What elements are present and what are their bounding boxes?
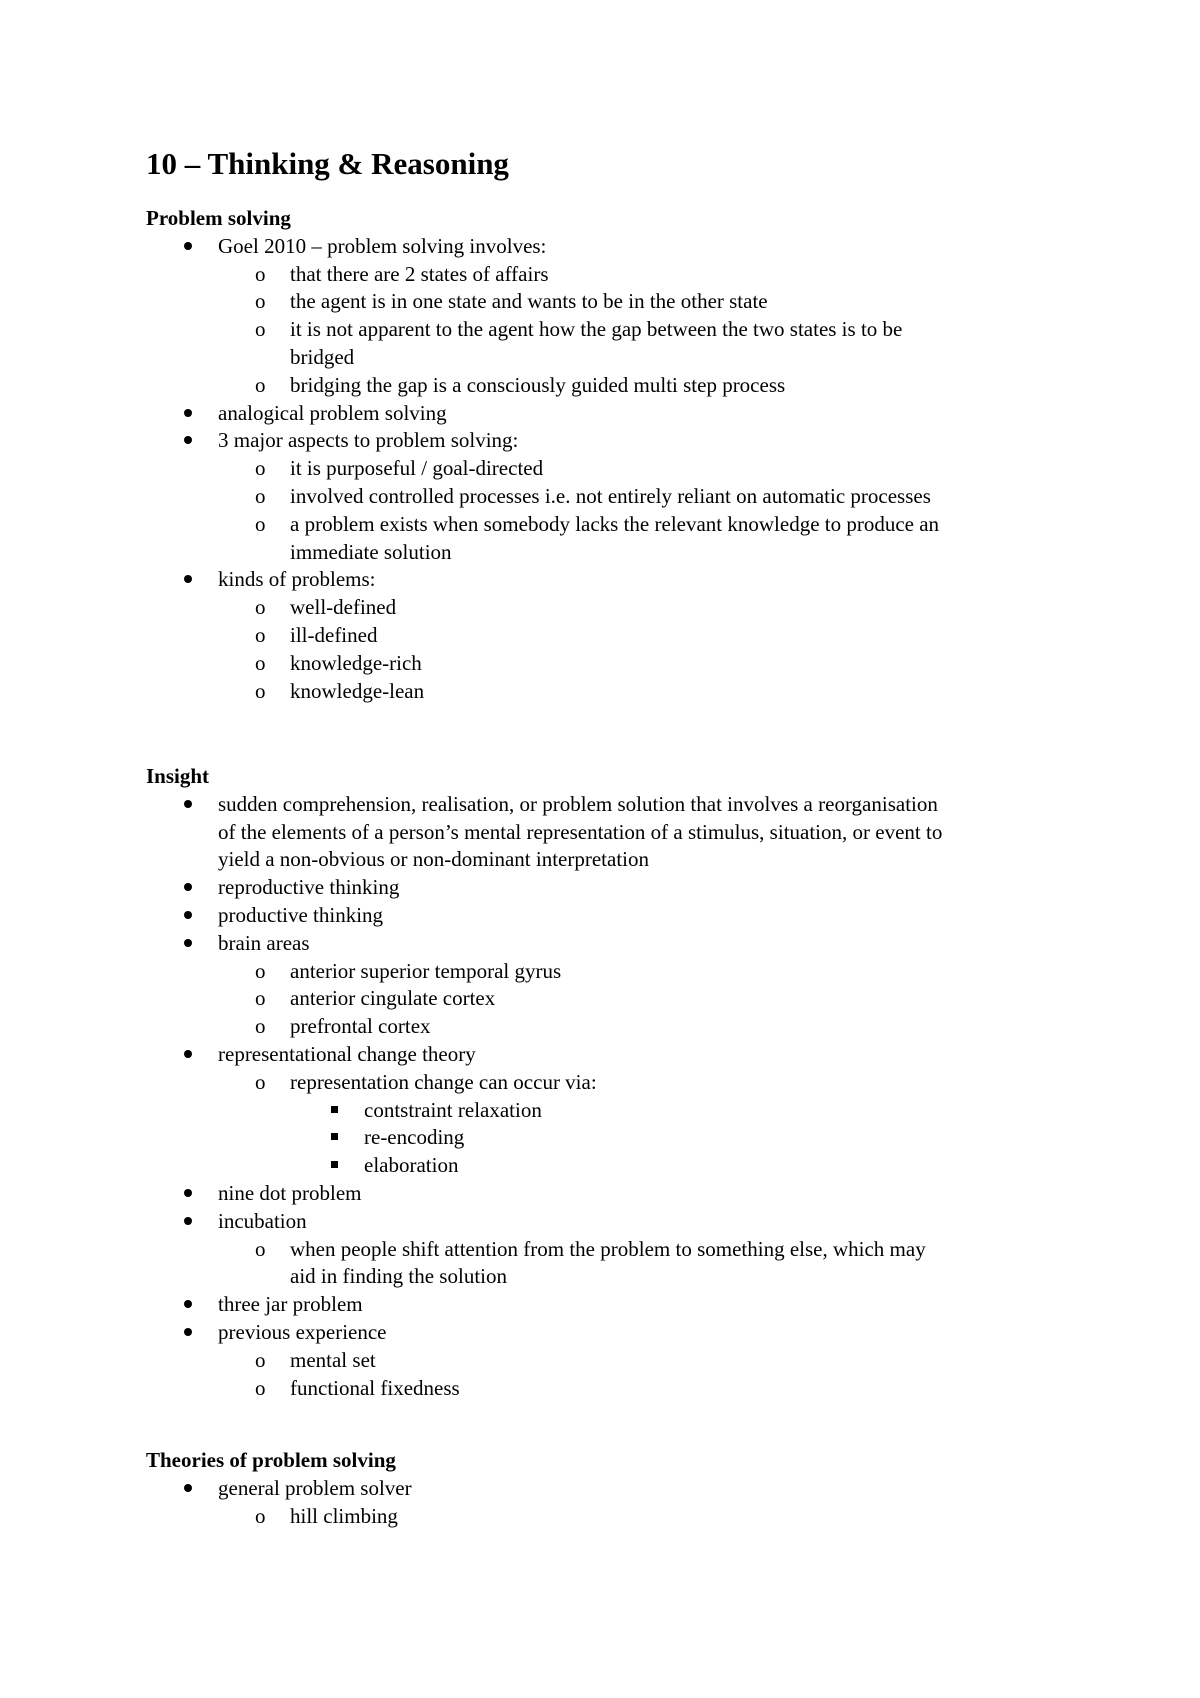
document-title: 10 – Thinking & Reasoning	[146, 146, 509, 181]
bullet-circle-icon: o	[255, 289, 266, 314]
list-item-text: productive thinking	[218, 903, 384, 927]
bullet-dot-icon	[184, 1328, 192, 1336]
list-item-text: it is purposeful / goal-directed	[290, 456, 544, 481]
list-item-text: kinds of problems:	[218, 567, 376, 592]
list-item-text: it is not apparent to the agent how the gap between the two states is to be	[290, 317, 903, 342]
list-item-text: reproductive thinking	[218, 875, 400, 900]
bullet-square-icon	[331, 1133, 338, 1140]
bullet-dot-icon	[184, 1217, 192, 1225]
list-item-text: knowledge-rich	[290, 650, 422, 675]
bullet-circle-icon: o	[255, 678, 266, 703]
bullet-dot-icon	[184, 911, 192, 919]
list-item-text: yield a non-obvious or non-dominant interpretation	[218, 847, 649, 872]
bullet-dot-icon	[184, 939, 192, 947]
list-item-text: a problem exists when somebody lacks the relevant knowledge to produce an	[290, 511, 940, 536]
list-item-text: re-encoding	[364, 1125, 465, 1150]
bullet-circle-icon: o	[255, 958, 266, 983]
bullet-dot-icon	[184, 1189, 192, 1197]
bullet-square-icon	[331, 1106, 338, 1113]
list-item-text: representation change can occur via:	[290, 1069, 597, 1094]
list-item-text: aid in finding the solution	[290, 1264, 507, 1289]
bullet-circle-icon: o	[255, 372, 266, 397]
bullet-circle-icon: o	[255, 511, 266, 536]
list-item-text: Goel 2010 – problem solving involves:	[218, 233, 547, 258]
bullet-dot-icon	[184, 1484, 192, 1492]
list-item-text: when people shift attention from the problem to something else, which may	[290, 1236, 926, 1261]
bullet-circle-icon: o	[255, 1014, 266, 1039]
list-item-text: previous experience	[218, 1320, 387, 1344]
list-item-text: three jar problem	[218, 1292, 363, 1317]
list-item-text: representational change theory	[218, 1042, 476, 1066]
list-item-text: general problem solver	[218, 1475, 412, 1500]
bullet-circle-icon: o	[255, 1236, 266, 1261]
list-item-text: incubation	[218, 1208, 307, 1233]
bullet-dot-icon	[184, 409, 192, 417]
list-item-text: sudden comprehension, realisation, or problem solution that involves a reorganisation	[218, 791, 938, 816]
bullet-circle-icon: o	[255, 1375, 266, 1400]
bullet-circle-icon: o	[255, 484, 266, 508]
list-item-text: bridging the gap is a consciously guided multi step process	[290, 372, 786, 397]
list-item-text: anterior cingulate cortex	[290, 986, 496, 1011]
list-item-text: analogical problem solving	[218, 400, 447, 425]
list-item-text: that there are 2 states of affairs	[290, 261, 549, 286]
list-item-text: contstraint relaxation	[364, 1097, 542, 1122]
bullet-dot-icon	[184, 1300, 192, 1308]
list-item-text: brain areas	[218, 930, 310, 955]
bullet-circle-icon: o	[255, 1347, 266, 1372]
bullet-circle-icon: o	[255, 623, 266, 647]
section-heading: Theories of problem solving	[146, 1448, 396, 1472]
bullet-dot-icon	[184, 1050, 192, 1058]
bullet-dot-icon	[184, 436, 192, 444]
list-item-text: hill climbing	[290, 1503, 398, 1528]
bullet-circle-icon: o	[255, 317, 266, 342]
section-heading: Problem solving	[146, 206, 291, 230]
list-item-text: ill-defined	[290, 623, 378, 647]
list-item-text: the agent is in one state and wants to be in the other state	[290, 289, 768, 314]
bullet-circle-icon: o	[255, 595, 266, 620]
list-item-text: well-defined	[290, 595, 397, 620]
list-item-text: prefrontal cortex	[290, 1014, 431, 1039]
bullet-circle-icon: o	[255, 650, 266, 675]
list-item-text: involved controlled processes i.e. not entirely reliant on automatic processes	[290, 484, 931, 508]
bullet-dot-icon	[184, 575, 192, 583]
bullet-circle-icon: o	[255, 261, 266, 286]
bullet-dot-icon	[184, 883, 192, 891]
bullet-dot-icon	[184, 800, 192, 808]
bullet-dot-icon	[184, 242, 192, 250]
list-item-text: functional fixedness	[290, 1375, 460, 1400]
bullet-circle-icon: o	[255, 986, 266, 1011]
list-item-text: 3 major aspects to problem solving:	[218, 428, 519, 453]
list-item-text: anterior superior temporal gyrus	[290, 958, 562, 983]
list-item-text: elaboration	[364, 1153, 459, 1178]
bullet-circle-icon: o	[255, 1069, 266, 1094]
list-item-text: of the elements of a person’s mental representation of a stimulus, situation, or event to	[218, 819, 943, 844]
list-item-text: immediate solution	[290, 539, 452, 564]
list-item-text: knowledge-lean	[290, 678, 425, 703]
list-item-text: nine dot problem	[218, 1181, 362, 1205]
bullet-circle-icon: o	[255, 456, 266, 481]
section-heading: Insight	[146, 764, 210, 788]
bullet-circle-icon: o	[255, 1503, 266, 1528]
list-item-text: bridged	[290, 345, 355, 369]
list-item-text: mental set	[290, 1347, 376, 1372]
bullet-square-icon	[331, 1161, 338, 1168]
